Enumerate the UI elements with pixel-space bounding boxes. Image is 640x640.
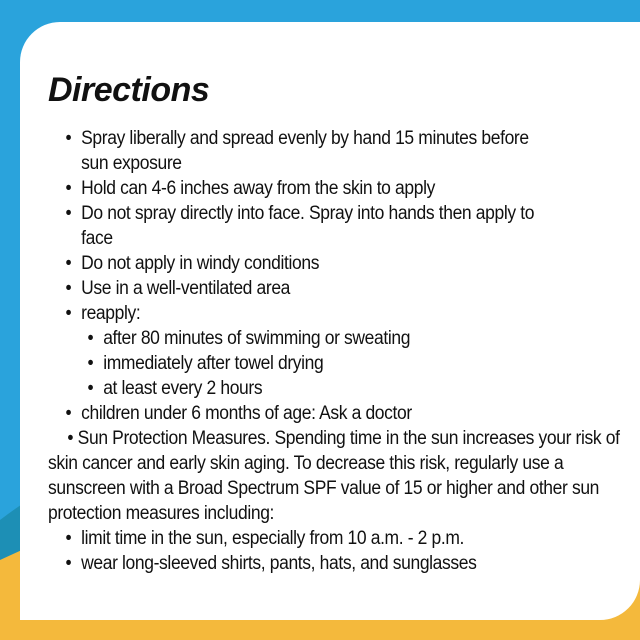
- sun-protection-text: Spending time in the sun increases your risk of skin cancer and early skin aging. To decrease this risk, regularly use a sunscreen with a Broad Spectrum SPF value of 15 or higher and other sun protection measures including:: [48, 428, 620, 524]
- bullet-icon: •: [65, 203, 72, 224]
- bullet-icon: •: [65, 403, 72, 424]
- sun-protection-heading: Sun Protection Measures.: [77, 428, 270, 449]
- sub-list-item: [48, 351, 563, 376]
- list-item: [48, 276, 541, 301]
- directions-list: [48, 126, 628, 576]
- list-item-text: Spray liberally and spread evenly by hand 15 minutes before sun exposure: [81, 128, 529, 174]
- bullet-icon: •: [65, 528, 72, 549]
- list-item-text: limit time in the sun, especially from 10 a.m. - 2 p.m.: [81, 528, 465, 549]
- list-item: [48, 526, 596, 551]
- list-item-text: Use in a well-ventilated area: [81, 278, 291, 299]
- list-item: [48, 176, 541, 201]
- bullet-icon: •: [87, 378, 94, 399]
- list-item-text: immediately after towel drying: [103, 353, 324, 374]
- bullet-icon: •: [65, 253, 72, 274]
- bullet-icon: •: [65, 128, 72, 149]
- page-title: Directions: [48, 71, 210, 109]
- list-item: [48, 126, 541, 176]
- list-item: [48, 551, 596, 576]
- list-item-text: Do not spray directly into face. Spray into hands then apply to face: [81, 203, 535, 249]
- bullet-icon: •: [87, 328, 94, 349]
- list-item: [48, 251, 541, 276]
- list-item-text: after 80 minutes of swimming or sweating: [103, 328, 411, 349]
- sub-list-item: [48, 326, 563, 351]
- list-item-text: Hold can 4-6 inches away from the skin to apply: [81, 178, 435, 199]
- list-item: [48, 301, 541, 326]
- list-item-text: wear long-sleeved shirts, pants, hats, and sunglasses: [81, 553, 477, 574]
- list-item-text: at least every 2 hours: [103, 378, 263, 399]
- list-item-text: reapply:: [81, 303, 141, 324]
- list-item: [48, 401, 596, 426]
- list-item: [48, 201, 541, 251]
- bullet-icon: •: [67, 428, 74, 449]
- list-item-text: children under 6 months of age: Ask a doctor: [81, 403, 412, 424]
- sub-list-item: [48, 376, 563, 401]
- bullet-icon: •: [65, 278, 72, 299]
- bullet-icon: •: [65, 178, 72, 199]
- bullet-icon: •: [65, 553, 72, 574]
- sun-protection-paragraph: [48, 426, 628, 526]
- directions-card: [20, 22, 640, 620]
- bullet-icon: •: [87, 353, 94, 374]
- bullet-icon: •: [65, 303, 72, 324]
- list-item-text: Do not apply in windy conditions: [81, 253, 320, 274]
